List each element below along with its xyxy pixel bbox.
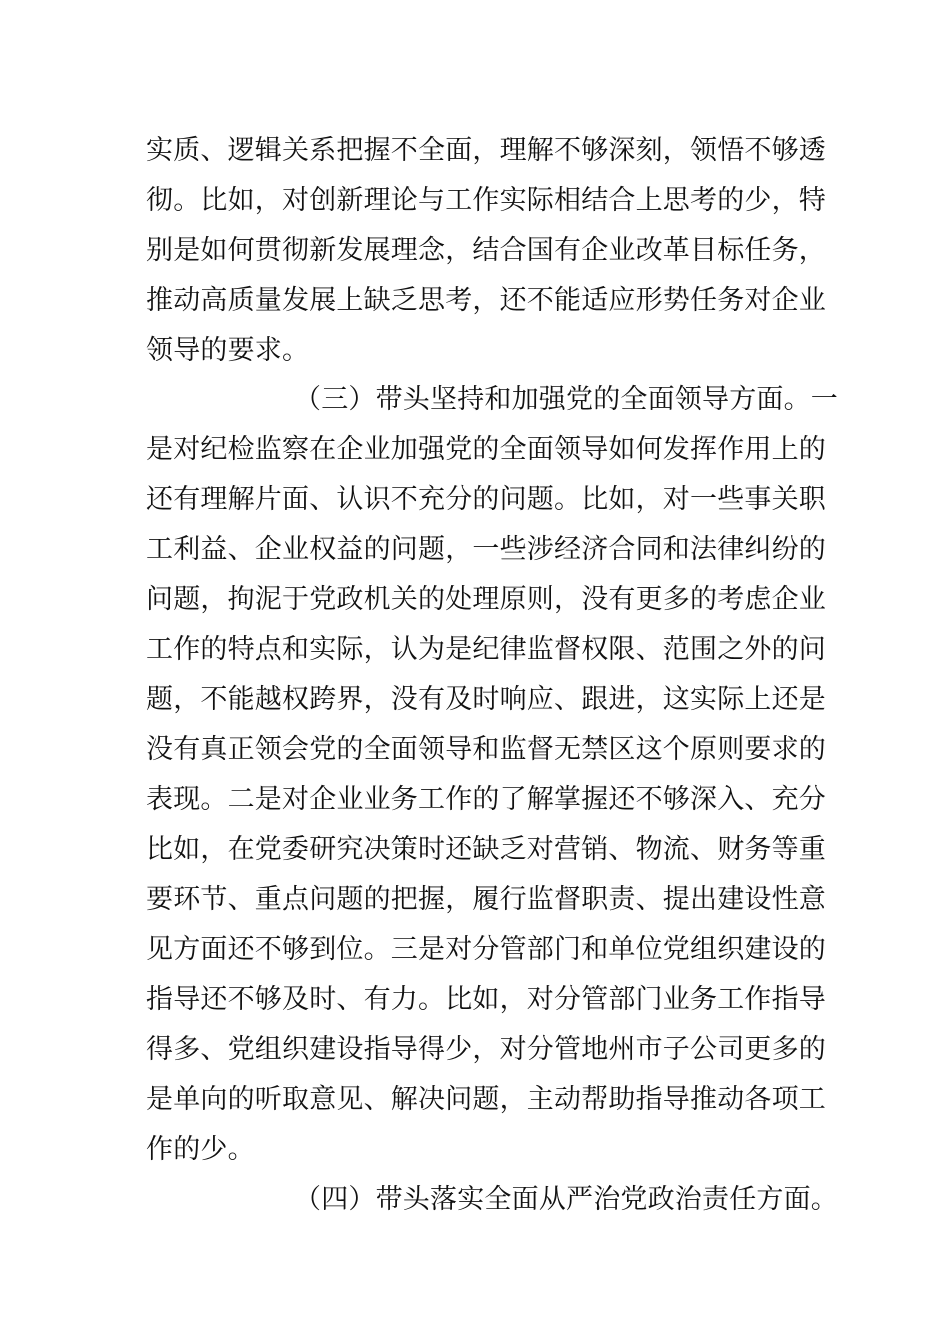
- text-line: 领导的要求。: [146, 335, 310, 366]
- section-heading-3: （三）带头坚持和加强党的全面领导方面。一: [294, 384, 838, 415]
- text-line: 见方面还不够到位。三是对分管部门和单位党组织建设的: [146, 934, 826, 965]
- text-line: 作的少。: [146, 1134, 255, 1165]
- text-line: 问题，拘泥于党政机关的处理原则，没有更多的考虑企业: [146, 584, 826, 615]
- text-line: 推动高质量发展上缺乏思考，还不能适应形势任务对企业: [146, 285, 826, 316]
- text-line: 指导还不够及时、有力。比如，对分管部门业务工作指导: [146, 984, 826, 1015]
- text-line: 工利益、企业权益的问题，一些涉经济合同和法律纠纷的: [146, 534, 826, 565]
- text-line: 还有理解片面、认识不充分的问题。比如，对一些事关职: [146, 484, 826, 515]
- text-line: 别是如何贯彻新发展理念，结合国有企业改革目标任务，: [146, 235, 826, 266]
- text-line: 得多、党组织建设指导得少，对分管地州市子公司更多的: [146, 1034, 826, 1065]
- text-line: 要环节、重点问题的把握，履行监督职责、提出建设性意: [146, 884, 826, 915]
- text-line: 彻。比如，对创新理论与工作实际相结合上思考的少，特: [146, 185, 826, 216]
- text-line: 没有真正领会党的全面领导和监督无禁区这个原则要求的: [146, 734, 826, 765]
- text-line: 是单向的听取意见、解决问题，主动帮助指导推动各项工: [146, 1084, 826, 1115]
- text-line: 题，不能越权跨界，没有及时响应、跟进，这实际上还是: [146, 684, 826, 715]
- text-line: 实质、逻辑关系把握不全面，理解不够深刻，领悟不够透: [146, 135, 826, 166]
- text-line: 表现。二是对企业业务工作的了解掌握还不够深入、充分: [146, 784, 826, 815]
- text-line: 是对纪检监察在企业加强党的全面领导如何发挥作用上的: [146, 434, 826, 465]
- section-heading-4: （四）带头落实全面从严治党政治责任方面。: [294, 1184, 838, 1215]
- text-line: 工作的特点和实际，认为是纪律监督权限、范围之外的问: [146, 634, 826, 665]
- text-line: 比如，在党委研究决策时还缺乏对营销、物流、财务等重: [146, 834, 826, 865]
